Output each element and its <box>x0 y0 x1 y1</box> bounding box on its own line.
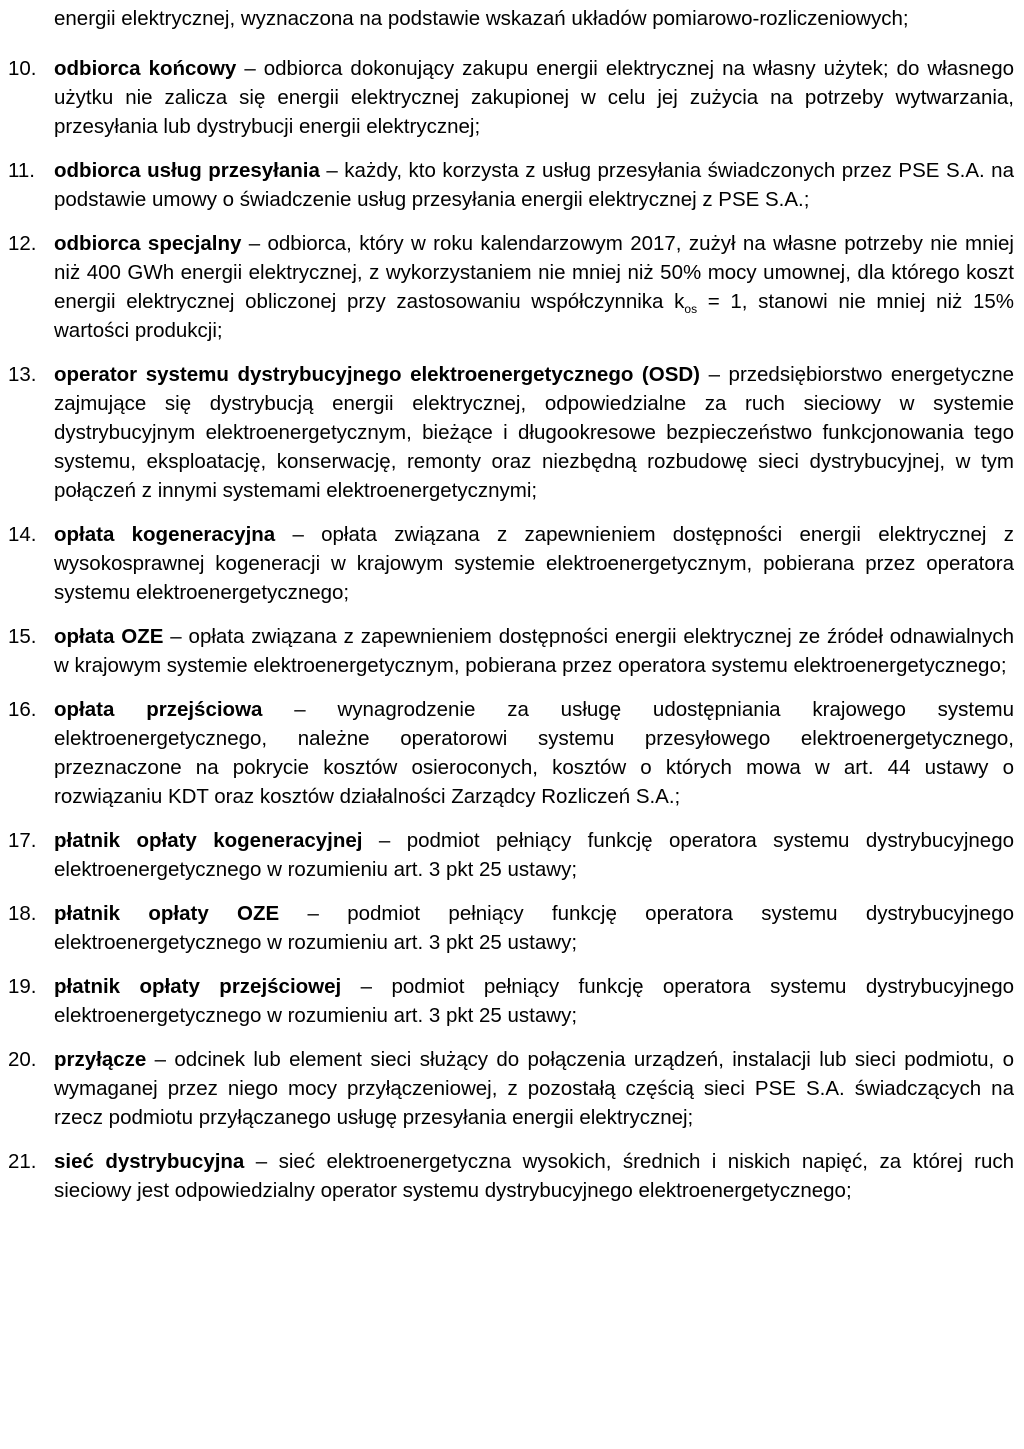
definition-text-after: = 1, stanowi nie mniej niż 15% wartości produkcji; <box>54 290 1014 342</box>
definition-text: – odcinek lub element sieci służący do połączenia urządzeń, instalacji lub sieci podmiotu, o wymaganej przez niego mocy przyłączeniowej, z pozostałą częścią sieci PSE S.A. świadczących na rzecz podmiotu przyłączanego usługę przesyłania energii elektrycznej; <box>54 1048 1014 1129</box>
definition-item <box>8 156 1014 214</box>
definition-text: – każdy, kto korzysta z usług przesyłania świadczonych przez PSE S.A. na podstawie umowy o świadczenie usług przesyłania energii elektrycznej z PSE S.A.; <box>54 159 1014 211</box>
item-number: 12. <box>8 232 37 255</box>
item-number: 19. <box>8 975 37 998</box>
definition-term: opłata OZE <box>54 625 164 648</box>
definition-term: odbiorca usług przesyłania <box>54 159 320 182</box>
definition-item <box>8 1147 1014 1205</box>
definition-item <box>8 1045 1014 1132</box>
definition-term: odbiorca końcowy <box>54 57 237 80</box>
definition-item <box>8 622 1014 680</box>
definition-item <box>8 54 1014 141</box>
definition-term: przyłącze <box>54 1048 147 1071</box>
definition-term: opłata przejściowa <box>54 698 263 721</box>
definition-text: – wynagrodzenie za usługę udostępniania krajowego systemu elektroenergetycznego, należne operatorowi systemu przesyłowego elektroenergetycznego, przeznaczone na pokrycie kosztów osieroconych, kosztów o których mowa w art. 44 ustawy o rozwiązaniu KDT oraz kosztów działalności Zarządcy Rozliczeń S.A.; <box>54 698 1015 808</box>
definition-term: sieć dystrybucyjna <box>54 1150 245 1173</box>
definition-term: operator systemu dystrybucyjnego elektroenergetycznego (OSD) <box>54 363 701 386</box>
definition-item <box>8 899 1014 957</box>
item-number: 16. <box>8 698 37 721</box>
definition-term: płatnik opłaty OZE <box>54 902 280 925</box>
subscript: os <box>684 302 698 317</box>
definition-item <box>8 972 1014 1030</box>
definition-item <box>8 520 1014 607</box>
definition-item <box>8 826 1014 884</box>
intro-paragraph: energii elektrycznej, wyznaczona na podstawie wskazań układów pomiarowo-rozliczeniowych; <box>54 7 909 30</box>
item-number: 10. <box>8 57 37 80</box>
definition-item <box>8 229 1014 345</box>
definition-text: – podmiot pełniący funkcję operatora systemu dystrybucyjnego elektroenergetycznego w rozumieniu art. 3 pkt 25 ustawy; <box>54 902 1014 954</box>
definition-text: – odbiorca, który w roku kalendarzowym 2017, zużył na własne potrzeby nie mniej niż 400 GWh energii elektrycznej, z wykorzystaniem nie mniej niż 50% mocy umownej, dla którego koszt energii elektrycznej obliczonej przy zastosowaniu współczynnika k <box>54 232 1014 313</box>
definition-text: – podmiot pełniący funkcję operatora systemu dystrybucyjnego elektroenergetycznego w rozumieniu art. 3 pkt 25 ustawy; <box>54 975 1014 1027</box>
definition-text: – podmiot pełniący funkcję operatora systemu dystrybucyjnego elektroenergetycznego w rozumieniu art. 3 pkt 25 ustawy; <box>54 829 1014 881</box>
definition-item <box>8 695 1015 811</box>
item-number: 11. <box>8 159 35 182</box>
definition-term: płatnik opłaty przejściowej <box>54 975 342 998</box>
definition-text: – opłata związana z zapewnieniem dostępności energii elektrycznej z wysokosprawnej kogeneracji w krajowym systemie elektroenergetycznym, pobierana przez operatora systemu elektroenergetycznego; <box>54 523 1014 604</box>
definition-text: – opłata związana z zapewnieniem dostępności energii elektrycznej ze źródeł odnawialnych w krajowym systemie elektroenergetycznym, pobierana przez operatora systemu elektroenergetycznego; <box>54 625 1014 677</box>
definition-term: płatnik opłaty kogeneracyjnej <box>54 829 363 852</box>
item-number: 20. <box>8 1048 37 1071</box>
definition-text: – odbiorca dokonujący zakupu energii elektrycznej na własny użytek; do własnego użytku nie zalicza się energii elektrycznej zakupionej w celu jej zużycia na potrzeby wytwarzania, przesyłania lub dystrybucji energii elektrycznej; <box>54 57 1014 138</box>
item-number: 14. <box>8 523 37 546</box>
item-number: 13. <box>8 363 37 386</box>
item-number: 15. <box>8 625 37 648</box>
definition-text: – sieć elektroenergetyczna wysokich, średnich i niskich napięć, za której ruch sieciowy jest odpowiedzialny operator systemu dystrybucyjnego elektroenergetycznego; <box>54 1150 1014 1202</box>
item-number: 17. <box>8 829 37 852</box>
item-number: 21. <box>8 1150 37 1173</box>
definition-term: odbiorca specjalny <box>54 232 242 255</box>
definition-item <box>8 360 1015 505</box>
item-number: 18. <box>8 902 37 925</box>
definition-term: opłata kogeneracyjna <box>54 523 276 546</box>
definition-text: – przedsiębiorstwo energetyczne zajmujące się dystrybucją energii elektrycznej, odpowiedzialne za ruch sieciowy w systemie dystrybucyjnym elektroenergetycznym, bieżące i długookresowe bezpieczeństwo funkcjonowania tego systemu, eksploatację, konserwację, remonty oraz niezbędną rozbudowę sieci dystrybucyjnej, w tym połączeń z innymi systemami elektroenergetycznymi; <box>54 363 1015 502</box>
